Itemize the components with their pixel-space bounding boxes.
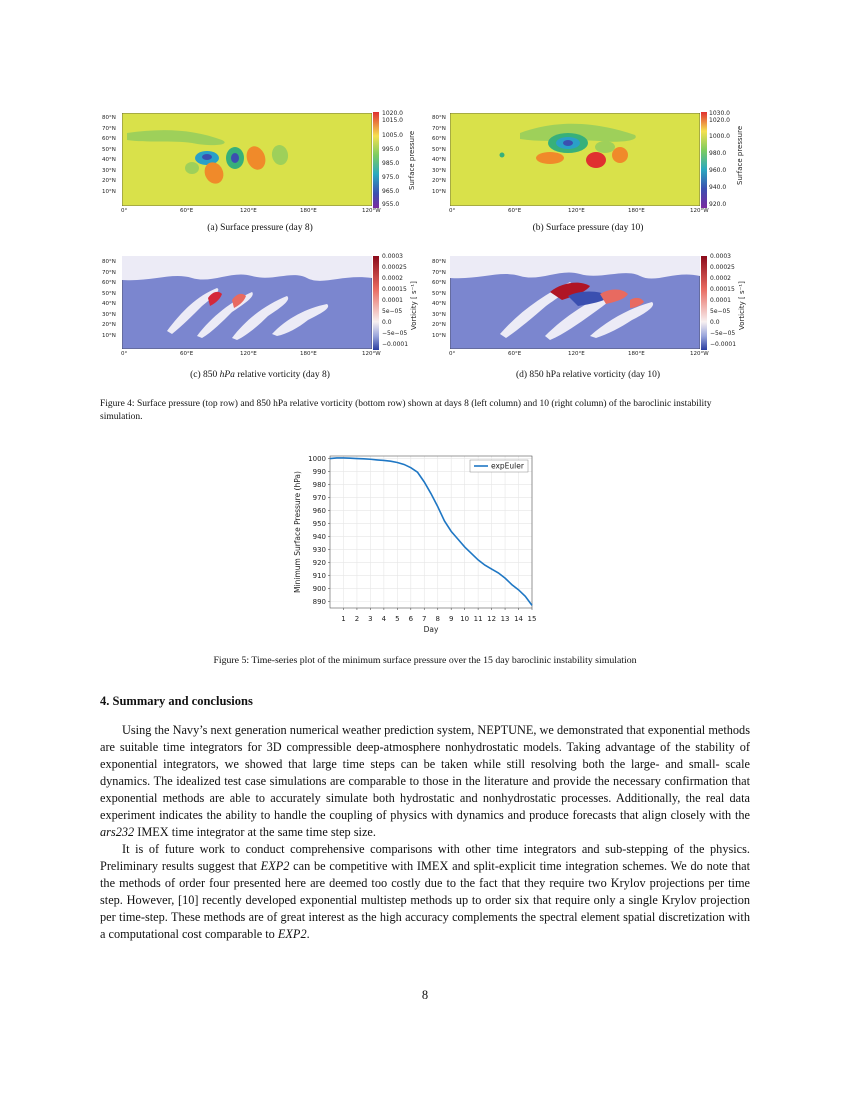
lat-label: 80°N	[102, 259, 116, 265]
lat-label: 70°N	[102, 269, 116, 276]
panel-caption	[140, 370, 380, 380]
lat-label: 70°N	[432, 269, 446, 276]
lat-label: 60°N	[432, 280, 446, 286]
colorbar-tick: 0.0003	[710, 253, 731, 260]
low-1-core	[563, 140, 573, 146]
paragraph-text: .	[306, 927, 310, 941]
colorbar-tick: 0.0003	[382, 253, 403, 260]
colorbar-tick: 5e−05	[382, 308, 403, 315]
lat-label: 10°N	[432, 188, 446, 195]
colorbar-label: Surface pressure	[408, 130, 416, 190]
lat-label: 40°N	[432, 301, 446, 307]
low-1-core	[202, 154, 212, 160]
colorbar-label: Vorticity [ s⁻¹]	[738, 281, 746, 330]
lat-label: 80°N	[432, 259, 446, 265]
colorbar-tick: 5e−05	[710, 308, 731, 315]
x-tick-label: 5	[395, 615, 400, 623]
lon-label: 120°W	[362, 208, 381, 214]
panel-caption: (b) Surface pressure (day 10)	[532, 223, 644, 233]
lat-label: 10°N	[432, 332, 446, 339]
series-line	[330, 458, 532, 605]
lat-label: 10°N	[102, 332, 116, 339]
low-2-core	[231, 153, 239, 163]
lon-label: 120°W	[690, 351, 709, 357]
legend-label: expEuler	[491, 461, 524, 471]
x-tick-label: 12	[487, 615, 497, 623]
paragraph-text: Using the Navy’s next generation numerical weather prediction system, NEPTUNE, we demonstrated that exponential methods are suitable time integrators for 3D compressible deep-atmosphere nonhydrostatic models. Taking advantage of the stability of exponential integrators, we showed that large time steps can be taken while still resolving both the large- and small- scale dynamics. The idealized test case simulations are comparable to those in the literature and provide the necessary confirmation that exponential methods are able to accurately simulate both hydrostatic and nonhydrostatic processes. Additionally, the real data experiment indicates the ability to handle the coupling of physics with dynamics and produce forecasts that align closely with the	[100, 723, 750, 822]
y-tick-label: 1000	[308, 455, 326, 464]
lat-labels	[432, 115, 452, 199]
lon-label: 60°E	[508, 208, 522, 214]
high-3	[612, 147, 628, 163]
y-axis-label: Minimum Surface Pressure (hPa)	[293, 471, 302, 593]
lat-label: 80°N	[432, 115, 446, 121]
lat-labels	[102, 259, 122, 343]
lon-label: 60°E	[180, 208, 194, 214]
x-tick-label: 8	[435, 615, 440, 623]
colorbar-tick: 960.0	[709, 167, 727, 174]
colorbar-tick: 940.0	[709, 184, 727, 191]
figure-4	[100, 105, 750, 435]
colorbar-tick: 920.0	[709, 201, 727, 208]
y-tick-label: 940	[312, 533, 326, 542]
high-3	[185, 162, 199, 174]
lat-label: 50°N	[102, 146, 116, 153]
x-tick-label: 11	[473, 615, 483, 623]
colorbar	[373, 112, 379, 208]
y-tick-label: 890	[312, 598, 326, 607]
lat-label: 60°N	[432, 136, 446, 142]
page-number: 8	[421, 988, 429, 1002]
lon-label: 0°	[449, 351, 456, 357]
x-tick-label: 2	[354, 615, 360, 623]
y-tick-label: 900	[312, 585, 326, 594]
colorbar-tick: 955.0	[382, 201, 400, 208]
lat-label: 80°N	[102, 115, 116, 121]
y-tick-label: 930	[312, 546, 326, 555]
lon-label: 180°E	[628, 208, 645, 214]
lat-label: 20°N	[432, 322, 446, 328]
colorbar-tick: 1005.0	[382, 132, 403, 139]
lat-label: 20°N	[102, 178, 116, 184]
colorbar-tick: 0.0	[382, 319, 392, 326]
colorbar-label: Vorticity [ s⁻¹]	[410, 281, 418, 330]
y-tick-label: 950	[312, 520, 326, 529]
colorbar-tick: −5e−05	[710, 330, 736, 337]
lat-label: 50°N	[432, 146, 446, 153]
small-low	[500, 153, 505, 158]
colorbar-tick: 0.00015	[382, 286, 407, 293]
x-tick-label: 14	[514, 615, 523, 623]
lat-label: 20°N	[432, 178, 446, 184]
colorbar-tick: 0.00015	[710, 286, 735, 293]
colorbar-tick: 985.0	[382, 160, 400, 167]
colorbar-tick: 995.0	[382, 146, 400, 153]
section-heading: 4. Summary and conclusions	[100, 694, 253, 708]
colorbar	[373, 256, 379, 350]
lat-label: 40°N	[102, 301, 116, 307]
colorbar-tick: 0.0002	[382, 275, 403, 282]
section-body	[100, 722, 750, 943]
panel-a	[100, 105, 420, 235]
figure-4-caption: Figure 4: Surface pressure (top row) and 850 hPa relative vorticity (bottom row) shown at days 8 (left column) and 10 (right column) of the baroclinic instability simulation.	[100, 399, 712, 422]
lon-label: 0°	[449, 208, 456, 214]
panel-c	[100, 250, 420, 385]
lon-label: 120°W	[690, 208, 709, 214]
lat-label: 30°N	[102, 167, 116, 174]
lon-label: 60°E	[180, 351, 194, 357]
map-surface-pressure-day8	[122, 113, 372, 206]
lat-label: 50°N	[102, 290, 116, 297]
y-tick-label: 970	[312, 494, 326, 503]
x-tick-label: 9	[448, 615, 454, 623]
paragraph-1	[100, 722, 750, 841]
colorbar-tick: 0.0001	[382, 297, 403, 304]
map-vorticity-day8	[122, 256, 372, 349]
colorbar-tick: 0.00025	[710, 264, 735, 271]
panel-caption: (a) Surface pressure (day 8)	[207, 223, 313, 233]
x-tick-label: 3	[368, 615, 373, 623]
y-tick-label: 990	[312, 468, 326, 477]
lon-label: 180°E	[300, 208, 317, 214]
lat-label: 40°N	[432, 157, 446, 163]
colorbar-tick: 0.0	[710, 319, 720, 326]
colorbar	[701, 256, 707, 350]
colorbar-tick: 975.0	[382, 174, 400, 181]
y-tick-label: 960	[312, 507, 326, 516]
x-axis-label: Day	[423, 625, 439, 634]
lat-label: 30°N	[102, 311, 116, 318]
lon-label: 120°W	[362, 351, 381, 357]
lat-labels	[432, 259, 452, 343]
lat-label: 30°N	[432, 311, 446, 318]
lon-label: 120°E	[240, 208, 257, 214]
x-tick-label: 13	[500, 615, 510, 623]
lat-label: 70°N	[432, 125, 446, 132]
paragraph-italic: ars232	[100, 825, 135, 839]
colorbar-tick: 965.0	[382, 188, 400, 195]
plot-frame	[330, 456, 532, 608]
lon-label: 0°	[121, 351, 128, 357]
figure-5-caption: Figure 5: Time-series plot of the minimum surface pressure over the 15 day baroclinic instability simulation	[213, 655, 637, 666]
lat-label: 10°N	[102, 188, 116, 195]
colorbar-tick: −0.0001	[382, 341, 409, 348]
x-tick-label: 10	[460, 615, 470, 623]
lon-label: 120°E	[568, 351, 585, 357]
colorbar-tick: 1020.0	[382, 110, 403, 117]
x-tick-label: 7	[422, 615, 427, 623]
x-tick-label: 15	[527, 615, 537, 623]
lat-label: 50°N	[432, 290, 446, 297]
colorbar-tick: 1015.0	[382, 117, 403, 124]
map-vorticity-day10	[450, 256, 700, 349]
x-tick-label: 1	[341, 615, 346, 623]
lon-label: 60°E	[508, 351, 522, 357]
panel-d	[428, 250, 750, 385]
low-2	[595, 141, 615, 153]
colorbar-tick: 980.0	[709, 150, 727, 157]
paragraph-text: can be competitive with IMEX and split-explicit time integration schemes. We do note that the methods of order four presented here are deemed too costly due to the fact that they require two Krylov projections per time step. However, [10] recently developed exponential multistep methods up to order six that require only a single Krylov projection per time-step. These methods are of great interest as the high accuracy complements the spectral element spatial discretization with a computational cost comparable to	[100, 859, 750, 941]
colorbar-tick: 0.0002	[710, 275, 731, 282]
caption-prefix: (c) 850	[190, 370, 220, 380]
paragraph-text: IMEX time integrator at the same time step size.	[134, 825, 376, 839]
colorbar-tick: −5e−05	[382, 330, 408, 337]
paragraph-italic: EXP2	[277, 927, 307, 941]
x-tick-label: 4	[381, 615, 387, 623]
y-tick-label: 980	[312, 481, 326, 490]
colorbar-tick: 0.00025	[382, 264, 407, 271]
caption-italic: hPa	[219, 370, 235, 380]
y-tick-label: 910	[312, 572, 326, 581]
lon-label: 180°E	[628, 351, 645, 357]
figure-5-chart	[290, 448, 550, 640]
y-tick-label: 920	[312, 559, 326, 568]
caption-suffix: relative vorticity (day 8)	[234, 370, 330, 380]
lat-label: 60°N	[102, 280, 116, 286]
colorbar-label: Surface pressure	[736, 125, 744, 185]
colorbar-tick: 1000.0	[709, 133, 730, 140]
colorbar-tick: 0.0001	[710, 297, 731, 304]
high-2	[536, 152, 564, 164]
lat-label: 60°N	[102, 136, 116, 142]
panel-b	[428, 105, 750, 235]
colorbar-tick: −0.0001	[710, 341, 737, 348]
paragraph-text: It is of future work to conduct comprehensive comparisons with other time integrators and sub-stepping of the physics. Preliminary results suggest that	[100, 842, 750, 873]
map-background	[122, 113, 372, 206]
lat-label: 70°N	[102, 125, 116, 132]
paragraph-2	[100, 841, 750, 943]
lon-label: 120°E	[240, 351, 257, 357]
x-tick-label: 6	[408, 615, 414, 623]
colorbar	[701, 112, 707, 208]
lat-labels	[102, 115, 122, 199]
map-surface-pressure-day10	[450, 113, 700, 206]
paragraph-italic: EXP2	[260, 859, 290, 873]
colorbar-tick: 1030.0	[709, 110, 730, 117]
lat-label: 30°N	[432, 167, 446, 174]
lon-label: 180°E	[300, 351, 317, 357]
high-1	[586, 152, 606, 168]
colorbar-tick: 1020.0	[709, 117, 730, 124]
lon-label: 0°	[121, 208, 128, 214]
lat-label: 40°N	[102, 157, 116, 163]
lat-label: 20°N	[102, 322, 116, 328]
lon-label: 120°E	[568, 208, 585, 214]
panel-caption: (d) 850 hPa relative vorticity (day 10)	[515, 370, 661, 380]
